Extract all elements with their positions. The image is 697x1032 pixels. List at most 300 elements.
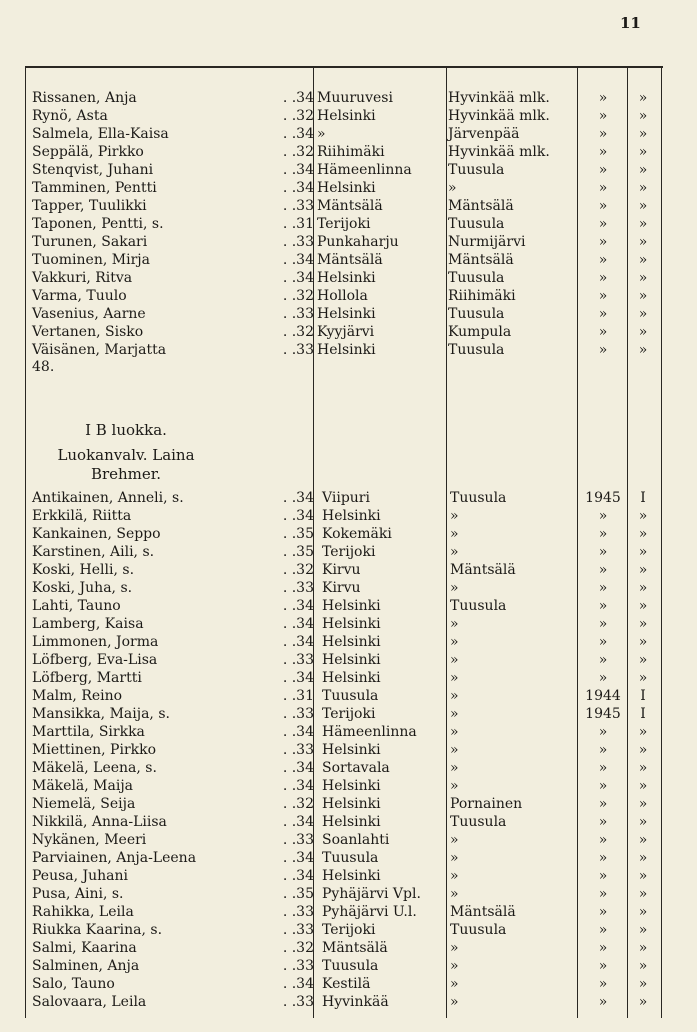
table-row	[26, 233, 686, 251]
entry-class: »	[638, 342, 648, 358]
birth-year: . .34	[282, 252, 314, 268]
entry-year: »	[598, 526, 608, 542]
entry-year: »	[598, 670, 608, 686]
entry-class: »	[638, 162, 648, 178]
table-row	[26, 161, 686, 179]
entry-year: »	[598, 598, 608, 614]
birth-year: . .32	[282, 288, 314, 304]
birth-year: . .33	[282, 742, 314, 758]
entry-class: I	[640, 490, 646, 506]
birthplace: Helsinki	[322, 814, 381, 830]
entry-year: »	[598, 180, 608, 196]
home-town: Hyvinkää mlk.	[448, 90, 550, 106]
table-row	[26, 759, 686, 777]
entry-class: »	[638, 940, 648, 956]
birthplace: Viipuri	[322, 490, 370, 506]
student-name: Mäkelä, Maija	[32, 778, 134, 794]
table-row	[26, 107, 686, 125]
birthplace: Pyhäjärvi Vpl.	[322, 886, 421, 902]
entry-year: »	[598, 958, 608, 974]
entry-class: »	[638, 814, 648, 830]
birthplace: Helsinki	[322, 652, 381, 668]
entry-year: »	[598, 562, 608, 578]
birthplace: Terijoki	[322, 706, 376, 722]
student-name: Koski, Juha, s.	[32, 580, 133, 596]
home-town: »	[450, 616, 459, 632]
entry-class: »	[638, 850, 648, 866]
student-name: Lamberg, Kaisa	[32, 616, 144, 632]
birthplace: Helsinki	[322, 742, 381, 758]
student-count: 48.	[32, 359, 55, 375]
entry-class: »	[638, 252, 648, 268]
student-list-2	[26, 489, 686, 1011]
entry-year: »	[598, 904, 608, 920]
student-name: Malm, Reino	[32, 688, 123, 704]
entry-year: »	[598, 742, 608, 758]
top-rule	[25, 66, 663, 68]
student-name: Vasenius, Aarne	[32, 306, 146, 322]
student-name: Limmonen, Jorma	[32, 634, 159, 650]
entry-class: »	[638, 652, 648, 668]
entry-year: »	[598, 216, 608, 232]
birthplace: Tuusula	[322, 850, 379, 866]
student-name: Stenqvist, Juhani	[32, 162, 154, 178]
birthplace: Helsinki	[317, 270, 376, 286]
table-row	[26, 975, 686, 993]
student-name: Vakkuri, Ritva	[32, 270, 133, 286]
table-row	[26, 507, 686, 525]
birth-year: . .33	[282, 652, 314, 668]
birthplace: Helsinki	[322, 868, 381, 884]
table-row	[26, 287, 686, 305]
entry-class: »	[638, 234, 648, 250]
entry-class: »	[638, 796, 648, 812]
home-town: »	[450, 832, 459, 848]
student-list-1	[26, 89, 686, 359]
student-name: Peusa, Juhani	[32, 868, 129, 884]
table-row	[26, 867, 686, 885]
student-name: Taponen, Pentti, s.	[32, 216, 164, 232]
table-row	[26, 669, 686, 687]
birthplace: Punkaharju	[317, 234, 399, 250]
home-town: »	[450, 994, 459, 1010]
entry-class: »	[638, 544, 648, 560]
birth-year: . .33	[282, 198, 314, 214]
table-row	[26, 89, 686, 107]
entry-year: »	[598, 162, 608, 178]
home-town: Tuusula	[450, 598, 507, 614]
table-row	[26, 885, 686, 903]
birthplace: Hollola	[317, 288, 368, 304]
birth-year: . .33	[282, 832, 314, 848]
birth-year: . .34	[282, 868, 314, 884]
home-town: »	[450, 778, 459, 794]
entry-class: I	[640, 688, 646, 704]
student-name: Salminen, Anja	[32, 958, 140, 974]
entry-class: »	[638, 904, 648, 920]
birth-year: . .34	[282, 180, 314, 196]
birthplace: Muuruvesi	[317, 90, 393, 106]
table-row	[26, 633, 686, 651]
home-town: Hyvinkää mlk.	[448, 144, 550, 160]
birthplace: Helsinki	[322, 598, 381, 614]
birthplace: Helsinki	[322, 796, 381, 812]
home-town: Riihimäki	[448, 288, 516, 304]
birthplace: Terijoki	[322, 544, 376, 560]
table-row	[26, 251, 686, 269]
home-town: »	[450, 670, 459, 686]
home-town: »	[450, 526, 459, 542]
birth-year: . .32	[282, 940, 314, 956]
table-row	[26, 993, 686, 1011]
home-town: Pornainen	[450, 796, 523, 812]
entry-year: »	[598, 760, 608, 776]
table-row	[26, 305, 686, 323]
entry-class: »	[638, 324, 648, 340]
entry-year: »	[598, 634, 608, 650]
entry-class: »	[638, 198, 648, 214]
entry-year: »	[598, 814, 608, 830]
birthplace: Helsinki	[322, 670, 381, 686]
birth-year: . .32	[282, 144, 314, 160]
student-name: Mansikka, Maija, s.	[32, 706, 170, 722]
entry-year: »	[598, 198, 608, 214]
entry-class: »	[638, 958, 648, 974]
birth-year: . .34	[282, 598, 314, 614]
table-row	[26, 489, 686, 507]
birth-year: . .33	[282, 580, 314, 596]
birth-year: . .34	[282, 162, 314, 178]
birth-year: . .34	[282, 760, 314, 776]
birth-year: . .34	[282, 90, 314, 106]
table-row	[26, 341, 686, 359]
home-town: Tuusula	[448, 162, 505, 178]
home-town: »	[450, 958, 459, 974]
student-name: Salmi, Kaarina	[32, 940, 137, 956]
teacher-heading	[26, 446, 226, 484]
birthplace: Hämeenlinna	[322, 724, 417, 740]
home-town: »	[450, 652, 459, 668]
table-row	[26, 741, 686, 759]
teacher-line-1: Luokanvalv. Laina	[57, 446, 195, 464]
table-row	[26, 813, 686, 831]
table-row	[26, 921, 686, 939]
table-row	[26, 687, 686, 705]
birthplace: Terijoki	[317, 216, 371, 232]
home-town: »	[450, 976, 459, 992]
birth-year: . .35	[282, 526, 314, 542]
table-row	[26, 795, 686, 813]
birthplace: Helsinki	[322, 616, 381, 632]
birth-year: . .34	[282, 508, 314, 524]
home-town: Tuusula	[450, 814, 507, 830]
entry-class: »	[638, 922, 648, 938]
entry-class: »	[638, 976, 648, 992]
student-name: Salmela, Ella-Kaisa	[32, 126, 169, 142]
birthplace: Tuusula	[322, 688, 379, 704]
entry-class: »	[638, 778, 648, 794]
entry-year: »	[598, 778, 608, 794]
birth-year: . .33	[282, 234, 314, 250]
birth-year: . .33	[282, 706, 314, 722]
home-town: Mäntsälä	[448, 198, 514, 214]
birth-year: . .34	[282, 670, 314, 686]
table-row	[26, 215, 686, 233]
table-row	[26, 903, 686, 921]
home-town: »	[450, 706, 459, 722]
home-town: Nurmijärvi	[448, 234, 526, 250]
entry-year: »	[598, 832, 608, 848]
student-name: Kankainen, Seppo	[32, 526, 161, 542]
entry-year: »	[598, 324, 608, 340]
student-name: Seppälä, Pirkko	[32, 144, 144, 160]
birthplace: »	[317, 126, 326, 142]
table-row	[26, 323, 686, 341]
entry-year: »	[598, 976, 608, 992]
home-town: »	[450, 544, 459, 560]
entry-class: »	[638, 270, 648, 286]
student-name: Löfberg, Martti	[32, 670, 142, 686]
student-name: Koski, Helli, s.	[32, 562, 135, 578]
birthplace: Hyvinkää	[322, 994, 389, 1010]
entry-year: »	[598, 288, 608, 304]
student-name: Salovaara, Leila	[32, 994, 147, 1010]
table-row	[26, 849, 686, 867]
entry-class: »	[638, 670, 648, 686]
student-name: Rahikka, Leila	[32, 904, 134, 920]
entry-year: »	[598, 868, 608, 884]
home-town: Mäntsälä	[448, 252, 514, 268]
birthplace: Mäntsälä	[322, 940, 388, 956]
student-name: Varma, Tuulo	[32, 288, 127, 304]
entry-class: »	[638, 90, 648, 106]
student-name: Karstinen, Aili, s.	[32, 544, 155, 560]
home-town: Järvenpää	[448, 126, 520, 142]
entry-year: 1944	[585, 688, 621, 704]
birth-year: . .33	[282, 342, 314, 358]
home-town: Tuusula	[450, 490, 507, 506]
entry-year: »	[598, 922, 608, 938]
table-row	[26, 179, 686, 197]
birth-year: . .34	[282, 976, 314, 992]
birthplace: Helsinki	[317, 342, 376, 358]
entry-year: »	[598, 616, 608, 632]
table-row	[26, 723, 686, 741]
home-town: Hyvinkää mlk.	[448, 108, 550, 124]
birthplace: Helsinki	[322, 634, 381, 650]
entry-class: »	[638, 724, 648, 740]
entry-year: »	[598, 252, 608, 268]
birthplace: Helsinki	[317, 108, 376, 124]
table-row	[26, 125, 686, 143]
birth-year: . .34	[282, 270, 314, 286]
birthplace: Kyyjärvi	[317, 324, 375, 340]
birth-year: . .35	[282, 544, 314, 560]
birth-year: . .33	[282, 994, 314, 1010]
birthplace: Kestilä	[322, 976, 371, 992]
entry-year: »	[598, 108, 608, 124]
entry-class: »	[638, 216, 648, 232]
entry-class: »	[638, 288, 648, 304]
student-name: Nykänen, Meeri	[32, 832, 147, 848]
entry-year: »	[598, 544, 608, 560]
birth-year: . .34	[282, 724, 314, 740]
home-town: »	[450, 688, 459, 704]
entry-year: »	[598, 886, 608, 902]
student-name: Erkkilä, Riitta	[32, 508, 132, 524]
birthplace: Mäntsälä	[317, 198, 383, 214]
home-town: »	[450, 742, 459, 758]
birth-year: . .32	[282, 562, 314, 578]
table-row	[26, 543, 686, 561]
entry-class: »	[638, 144, 648, 160]
student-name: Löfberg, Eva-Lisa	[32, 652, 158, 668]
birthplace: Mäntsälä	[317, 252, 383, 268]
entry-class: »	[638, 180, 648, 196]
birth-year: . .33	[282, 306, 314, 322]
entry-class: »	[638, 108, 648, 124]
entry-year: »	[598, 994, 608, 1010]
entry-year: »	[598, 342, 608, 358]
table-row	[26, 939, 686, 957]
entry-class: »	[638, 126, 648, 142]
table-row	[26, 615, 686, 633]
home-town: »	[450, 508, 459, 524]
birthplace: Terijoki	[322, 922, 376, 938]
entry-class: »	[638, 994, 648, 1010]
entry-class: »	[638, 580, 648, 596]
entry-class: I	[640, 706, 646, 722]
birth-year: . .31	[282, 688, 314, 704]
entry-year: 1945	[585, 706, 621, 722]
home-town: Kumpula	[448, 324, 512, 340]
student-name: Niemelä, Seija	[32, 796, 136, 812]
student-name: Riukka Kaarina, s.	[32, 922, 163, 938]
birth-year: . .34	[282, 126, 314, 142]
entry-class: »	[638, 616, 648, 632]
birth-year: . .34	[282, 616, 314, 632]
table-row	[26, 705, 686, 723]
entry-year: »	[598, 850, 608, 866]
birthplace: Tuusula	[322, 958, 379, 974]
home-town: Tuusula	[448, 342, 505, 358]
entry-year: »	[598, 126, 608, 142]
birthplace: Pyhäjärvi U.l.	[322, 904, 417, 920]
birthplace: Sortavala	[322, 760, 390, 776]
student-name: Tapper, Tuulikki	[32, 198, 147, 214]
page-number: 11	[620, 14, 641, 32]
student-name: Marttila, Sirkka	[32, 724, 145, 740]
class-heading	[26, 421, 226, 440]
birthplace: Soanlahti	[322, 832, 390, 848]
entry-class: »	[638, 598, 648, 614]
home-town: Tuusula	[448, 270, 505, 286]
student-name: Antikainen, Anneli, s.	[32, 490, 184, 506]
table-row	[26, 651, 686, 669]
entry-year: »	[598, 940, 608, 956]
birth-year: . .33	[282, 958, 314, 974]
table-row	[26, 269, 686, 287]
home-town: »	[450, 634, 459, 650]
birth-year: . .33	[282, 922, 314, 938]
table-row	[26, 197, 686, 215]
birth-year: . .34	[282, 778, 314, 794]
student-name: Miettinen, Pirkko	[32, 742, 157, 758]
student-name: Parviainen, Anja-Leena	[32, 850, 197, 866]
student-name: Nikkilä, Anna-Liisa	[32, 814, 167, 830]
student-name: Vertanen, Sisko	[32, 324, 144, 340]
entry-class: »	[638, 742, 648, 758]
table-row	[26, 831, 686, 849]
birthplace: Kokemäki	[322, 526, 392, 542]
entry-class: »	[638, 562, 648, 578]
entry-class: »	[638, 634, 648, 650]
birth-year: . .31	[282, 216, 314, 232]
birthplace: Kirvu	[322, 580, 361, 596]
home-town: Tuusula	[448, 306, 505, 322]
student-name: Mäkelä, Leena, s.	[32, 760, 157, 776]
table-row	[26, 597, 686, 615]
birthplace: Helsinki	[322, 508, 381, 524]
student-name: Tamminen, Pentti	[32, 180, 157, 196]
birth-year: . .32	[282, 324, 314, 340]
entry-year: »	[598, 580, 608, 596]
birthplace: Helsinki	[317, 180, 376, 196]
student-name: Pusa, Aini, s.	[32, 886, 124, 902]
birthplace: Helsinki	[317, 306, 376, 322]
table-row	[26, 525, 686, 543]
table-row	[26, 777, 686, 795]
entry-class: »	[638, 760, 648, 776]
entry-year: »	[598, 796, 608, 812]
entry-year: »	[598, 270, 608, 286]
home-town: Mäntsälä	[450, 904, 516, 920]
birth-year: . .35	[282, 886, 314, 902]
home-town: »	[450, 760, 459, 776]
home-town: »	[448, 180, 457, 196]
entry-year: »	[598, 508, 608, 524]
entry-year: 1945	[585, 490, 621, 506]
home-town: »	[450, 850, 459, 866]
home-town: »	[450, 868, 459, 884]
student-name: Salo, Tauno	[32, 976, 115, 992]
home-town: Tuusula	[448, 216, 505, 232]
birth-year: . .34	[282, 634, 314, 650]
entry-class: »	[638, 868, 648, 884]
birthplace: Helsinki	[322, 778, 381, 794]
student-name: Tuominen, Mirja	[32, 252, 150, 268]
entry-year: »	[598, 144, 608, 160]
class-title: I B luokka.	[85, 421, 167, 439]
table-row	[26, 579, 686, 597]
entry-year: »	[598, 652, 608, 668]
entry-class: »	[638, 526, 648, 542]
student-name: Rynö, Asta	[32, 108, 108, 124]
home-town: »	[450, 724, 459, 740]
home-town: »	[450, 886, 459, 902]
home-town: Tuusula	[450, 922, 507, 938]
home-town: Mäntsälä	[450, 562, 516, 578]
entry-class: »	[638, 886, 648, 902]
birthplace: Kirvu	[322, 562, 361, 578]
table-row	[26, 957, 686, 975]
entry-year: »	[598, 234, 608, 250]
student-name: Rissanen, Anja	[32, 90, 137, 106]
student-name: Väisänen, Marjatta	[32, 342, 167, 358]
birth-year: . .34	[282, 850, 314, 866]
birthplace: Hämeenlinna	[317, 162, 412, 178]
birth-year: . .34	[282, 490, 314, 506]
